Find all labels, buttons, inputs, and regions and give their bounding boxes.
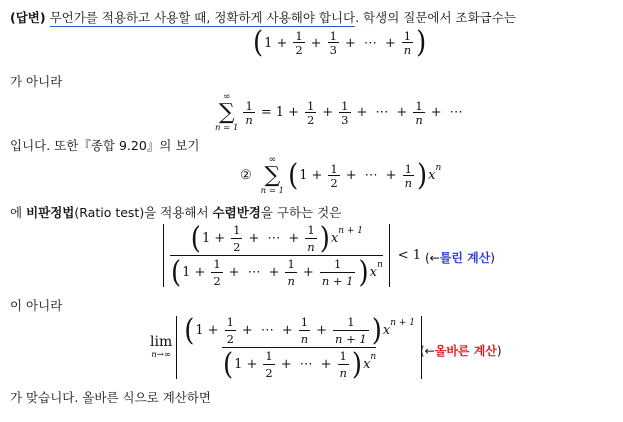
exp-n: n bbox=[435, 162, 442, 173]
op-plus: + bbox=[385, 168, 397, 184]
ellipsis: ⋯ bbox=[364, 168, 378, 184]
op-plus: + bbox=[430, 105, 442, 121]
ellipsis: ⋯ bbox=[449, 105, 463, 121]
limit-operator: lim n→∞ bbox=[150, 334, 173, 360]
summation-symbol: ∞ ∑ n = 1 bbox=[260, 155, 285, 196]
absolute-value-fraction bbox=[176, 313, 422, 382]
op-plus: + bbox=[356, 105, 368, 121]
wrong-numerator: ( 1 + $\frac{1}{2}$ + ⋯ + $\frac{1}{n}$ ) x $^{n + 1}$ bbox=[190, 221, 363, 256]
op-plus: + bbox=[311, 168, 323, 184]
frac-1-n: $\frac{1}{n}$ bbox=[403, 29, 412, 58]
frac-1-2: $\frac{1}{2}$ bbox=[306, 98, 315, 127]
correct-denominator: ( 1 + $\frac{1}{2}$ + ⋯ + $\frac{1}{n}$ ) x $^n$ bbox=[223, 347, 377, 382]
frac-1-n: $\frac{1}{n}$ bbox=[245, 98, 253, 127]
underlined-statement: 무언가를 적용하고 사용할 때, 정확하게 사용해야 합니다 bbox=[49, 10, 356, 25]
ratio-post: 을 구하는 것은 bbox=[260, 205, 342, 220]
op-plus: + bbox=[384, 35, 396, 51]
frac-1-2: $\frac{1}{2}$ bbox=[295, 29, 303, 58]
op-plus: + bbox=[276, 35, 288, 51]
op-plus: + bbox=[396, 105, 408, 121]
op-plus: + bbox=[310, 35, 322, 51]
reference-line: 입니다. 또한『종합 9.20』의 보기 bbox=[10, 138, 200, 153]
wrong-calc-note: (←틀린 계산) bbox=[425, 251, 495, 265]
correct-numerator: ( 1 + $\frac{1}{2}$ + ⋯ + $\frac{1}{n}$ + $\frac{1}{n + 1}$ ) x $^{n + 1}$ bbox=[184, 313, 416, 348]
ellipsis: ⋯ bbox=[363, 35, 377, 51]
frac-1-n: $\frac{1}{n}$ bbox=[404, 161, 412, 190]
not-this-line: 가 아니라 bbox=[10, 74, 63, 89]
term-one: 1 bbox=[264, 35, 273, 51]
op-plus: + bbox=[322, 105, 334, 121]
not-this-line-2: 이 아니라 bbox=[10, 298, 63, 313]
absolute-value-fraction bbox=[163, 221, 390, 290]
frac-1-n: $\frac{1}{n}$ bbox=[415, 98, 423, 127]
summation-symbol: ∞ ∑ n = 1 bbox=[215, 92, 239, 133]
frac-1-3: $\frac{1}{3}$ bbox=[341, 98, 349, 127]
correct-calc-note: (←올바른 계산) bbox=[420, 344, 502, 358]
intro-rest: . 학생의 질문에서 조화급수는 bbox=[355, 10, 516, 25]
conclusion-line: 가 맞습니다. 올바른 식으로 계산하면 bbox=[10, 390, 211, 405]
correct-calc-label: 올바른 계산 bbox=[434, 344, 497, 358]
op-plus: + bbox=[288, 105, 299, 121]
less-than-one: < 1 bbox=[397, 248, 422, 264]
ratio-mid: (Ratio test)을 적용해서 bbox=[74, 205, 209, 220]
wrong-denominator: ( 1 + $\frac{1}{2}$ + ⋯ + $\frac{1}{n}$ + $\frac{1}{n + 1}$ ) x $^n$ bbox=[171, 255, 383, 290]
answer-intro-line bbox=[10, 8, 516, 26]
ratio-test-line bbox=[10, 203, 341, 221]
term-one: 1 bbox=[299, 168, 308, 184]
circled-two: ② bbox=[240, 168, 252, 184]
correct-ratio-expression bbox=[150, 313, 422, 382]
op-equals: = bbox=[260, 105, 272, 121]
frac-1-3: $\frac{1}{3}$ bbox=[329, 29, 337, 58]
wrong-calc-label: 틀린 계산 bbox=[439, 251, 491, 265]
frac-1-2: $\frac{1}{2}$ bbox=[330, 161, 338, 190]
harmonic-series-expression bbox=[212, 93, 467, 133]
power-series-expression: ② ∞ ∑ n = 1 ( 1 + $\frac{1}{2}$ + ⋯ + $\frac{1}{n}$ ) x $^n$ bbox=[240, 155, 442, 196]
answer-label: (답변) bbox=[10, 10, 46, 25]
op-plus: + bbox=[345, 168, 357, 184]
ratio-pre: 에 bbox=[10, 205, 23, 220]
wrong-ratio-expression bbox=[163, 221, 422, 290]
op-plus: + bbox=[344, 35, 356, 51]
var-x: x bbox=[428, 168, 436, 184]
ratio-test-term: 비판정법 bbox=[26, 205, 75, 220]
harmonic-partial-expression: ( 1 + $\frac{1}{2}$ + $\frac{1}{3}$ + ⋯ + $\frac{1}{n}$ ) bbox=[253, 25, 427, 61]
term-one: 1 bbox=[275, 105, 285, 121]
ellipsis: ⋯ bbox=[375, 105, 389, 121]
radius-term: 수렴반경 bbox=[212, 205, 261, 220]
